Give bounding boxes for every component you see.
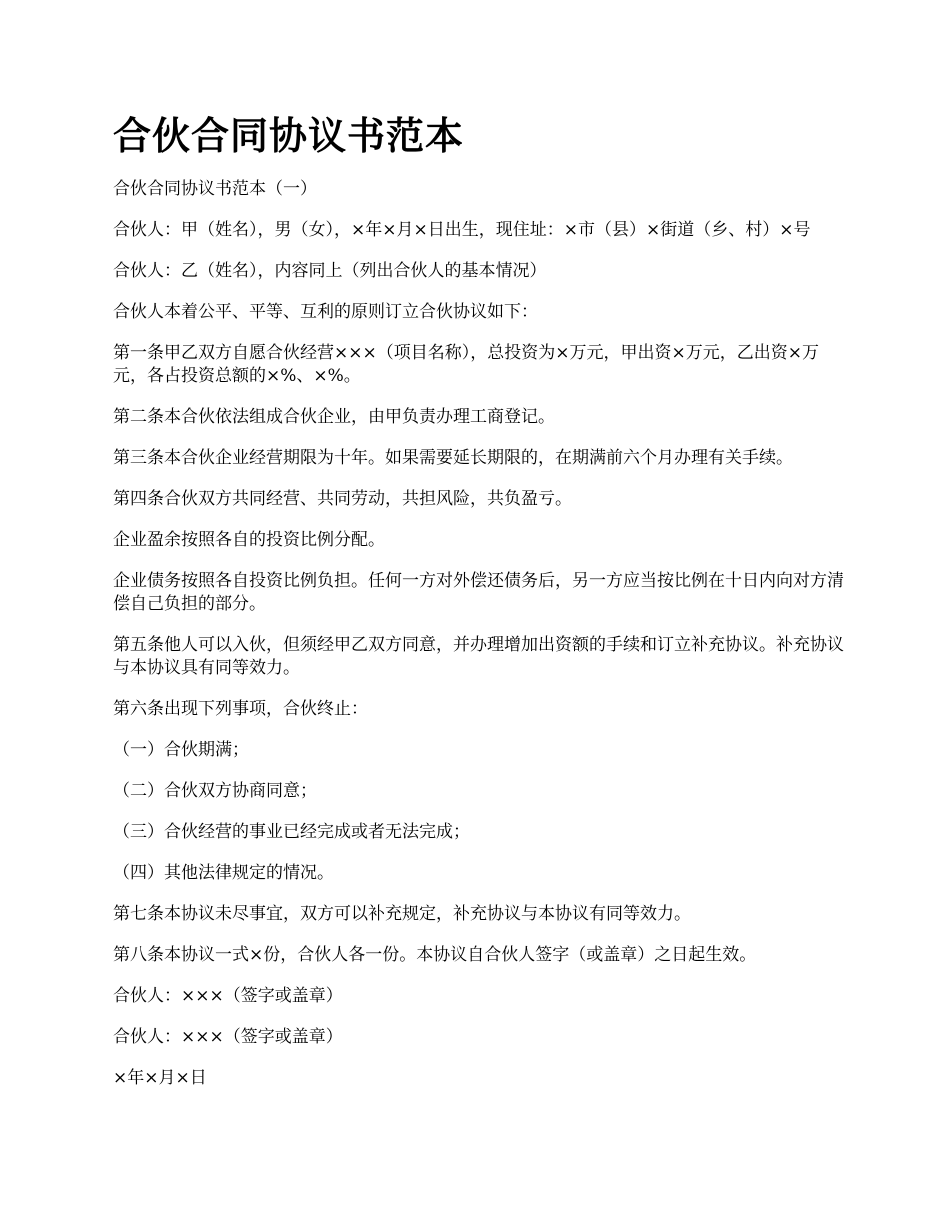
article-8: 第八条本协议一式×份，合伙人各一份。本协议自合伙人签字（或盖章）之日起生效。 [113, 945, 757, 965]
profit-distribution: 企业盈余按照各自的投资比例分配。 [113, 530, 385, 550]
article-3: 第三条本合伙企业经营期限为十年。如果需要延长期限的，在期满前六个月办理有关手续。 [113, 448, 793, 468]
termination-item-2: （二）合伙双方协商同意； [113, 781, 317, 801]
termination-item-3: （三）合伙经营的事业已经完成或者无法完成； [113, 822, 470, 842]
subtitle: 合伙合同协议书范本（一） [113, 179, 317, 199]
partner-b-info: 合伙人：乙（姓名），内容同上（列出合伙人的基本情况） [113, 261, 547, 281]
debt-allocation: 企业债务按照各自投资比例负担。任何一方对外偿还债务后，另一方应当按比例在十日内向对方清偿自己负担的部分。 [113, 571, 844, 614]
termination-item-4: （四）其他法律规定的情况。 [113, 863, 334, 883]
document-title: 合伙合同协议书范本 [113, 113, 465, 158]
article-7: 第七条本协议未尽事宜，双方可以补充规定，补充协议与本协议有同等效力。 [113, 904, 691, 924]
agreement-intro: 合伙人本着公平、平等、互利的原则订立合伙协议如下： [113, 302, 538, 322]
article-2: 第二条本合伙依法组成合伙企业，由甲负责办理工商登记。 [113, 407, 555, 427]
signature-partner-2: 合伙人：×××（签字或盖章） [113, 1027, 343, 1047]
article-4: 第四条合伙双方共同经营、共同劳动，共担风险，共负盈亏。 [113, 489, 572, 509]
signature-date: ×年×月×日 [113, 1068, 207, 1088]
partner-a-info: 合伙人：甲（姓名），男（女），×年×月×日出生，现住址：×市（县）×街道（乡、村）×号 [113, 220, 811, 240]
article-1: 第一条甲乙双方自愿合伙经营×××（项目名称），总投资为×万元，甲出资×万元，乙出资×万元，各占投资总额的×%、×%。 [113, 343, 819, 386]
signature-partner-1: 合伙人：×××（签字或盖章） [113, 986, 343, 1006]
article-6: 第六条出现下列事项，合伙终止： [113, 699, 368, 719]
article-5: 第五条他人可以入伙，但须经甲乙双方同意，并办理增加出资额的手续和订立补充协议。补充协议与本协议具有同等效力。 [113, 635, 844, 678]
termination-item-1: （一）合伙期满； [113, 740, 249, 760]
document-body [113, 178, 848, 1108]
